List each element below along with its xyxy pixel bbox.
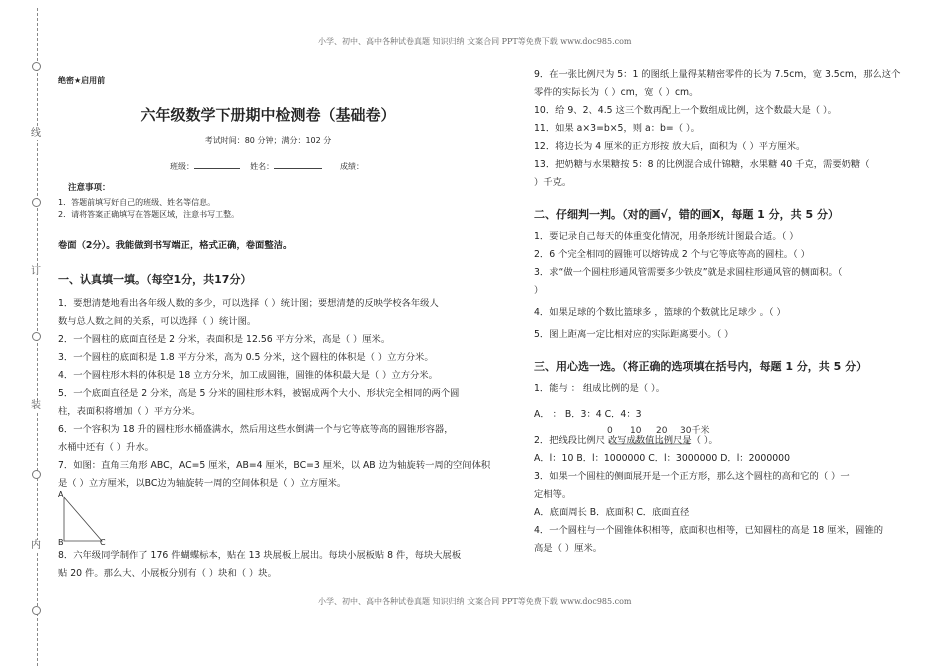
score-label: 成绩： [339,162,364,171]
question-line: ）千克。 [534,177,572,188]
question-line: 5．一个底面直径是 2 分米，高是 5 分米的圆柱形木料，被锯成两个大小、形状完全相同的两个圆 [58,388,460,399]
question-line: 7．如图：直角三角形 ABC，AC=5 厘米，AB=4 厘米，BC=3 厘米，以 AB 边为轴旋转一周的空间体积 [58,460,491,471]
question-line: 6．一个容积为 18 升的圆柱形水桶盛满水，然后用这些水倒满一个与它等底等高的圆锥形容器， [58,424,454,435]
vertex-c-label: C [100,538,106,547]
margin-char-ding: 订 [31,266,41,277]
binding-circle [32,606,41,615]
margin-char-xian: 线 [31,128,41,139]
note-1: 1．答题前填写好自己的班级、姓名等信息。 [58,198,216,207]
page-footer: 小学、初中、高中各种试卷真题 知识归纳 文案合同 PPT等免费下载 www.doc985.com [318,597,632,606]
section3-title: 三、用心选一选。（将正确的选项填在括号内，每题 1 分，共 5 分） [534,360,868,373]
question-line: 零件的实际长为（ ）cm，宽（ ）cm。 [534,87,699,98]
question-line: 数与总人数之间的关系，可以选择（ ）统计图。 [58,316,257,327]
margin-char-nei: 内 [31,540,41,551]
question-line: 8．六年级同学制作了 176 件蝴蝶标本，贴在 13 块展板上展出。每块小展板贴 8 件，每块大展板 [58,550,462,561]
scale-label: 30千米 [680,426,710,436]
section2-title: 二、仔细判一判。（对的画√，错的画X，每题 1 分，共 5 分） [534,208,839,221]
question-line: 2．6 个完全相同的圆锥可以熔铸成 2 个与它等底等高的圆柱。（ ） [534,249,810,260]
question-line: A．底面周长 B．底面积 C．底面直径 [534,507,690,518]
question-line: 13．把奶糖与水果糖按 5：8 的比例混合成什锦糖，水果糖 40 千克，需要奶糖（ [534,159,870,170]
scale-question-row [534,426,904,450]
triangle-figure [58,490,120,547]
note-2: 2．请将答案正确填写在答题区域，注意书写工整。 [58,210,240,219]
question-line: 5．图上距离一定比相对应的实际距离要小。（ ） [534,329,734,340]
question-line: 2．把线段比例尺 改写成数值比例尺是（ ）。 [534,435,718,446]
binding-circle [32,198,41,207]
question-line: 1．要记录自己每天的体重变化情况，用条形统计图最合适。（ ） [534,231,799,242]
question-line: 水桶中还有（ ）升水。 [58,442,154,453]
question-line: 3．一个圆柱的底面积是 1.8 平方分米，高为 0.5 分米，这个圆柱的体积是（ ）立方分米。 [58,352,434,363]
question-line: A．l：10 B．l：1000000 C．l：3000000 D．l：2000000 [534,453,791,464]
question-line: 3．求“做一个圆柱形通风管需要多少铁皮”就是求圆柱形通风管的侧面积。（ [534,267,843,278]
question-line: A． ： B．3：4 C．4：3 [534,409,642,420]
binding-margin [0,0,46,672]
question-line: 3．如果一个圆柱的侧面展开是一个正方形，那么这个圆柱的高和它的（ ）一 [534,471,850,482]
page-title: 六年级数学下册期中检测卷（基础卷） [140,106,396,124]
vertex-b-label: B [58,538,64,547]
question-line: 4．如果足球的个数比篮球多 ，篮球的个数就比足球少 。（ ） [534,307,786,318]
scale-label: 20 [656,426,668,436]
question-line: 11．如果 a×3=b×5，则 a：b=（ ）。 [534,123,700,134]
secret-label: 绝密★启用前 [58,76,106,85]
section1-title: 一、认真填一填。（每空1分，共17分） [58,273,252,286]
student-fields [58,158,478,176]
exam-info: 考试时间：80 分钟；满分：102 分 [204,136,332,145]
question-line: 柱，表面积将增加（ ）平方分米。 [58,406,201,417]
question-line: 9．在一张比例尺为 5：1 的图纸上量得某精密零件的长为 7.5cm，宽 3.5cm，那么这个 [534,69,901,80]
question-line: 2．一个圆柱的底面直径是 2 分米，表面积是 12.56 平方分米，高是（ ）厘米。 [58,334,391,345]
right-column [534,66,904,558]
question-line: 定相等。 [534,489,572,500]
name-blank[interactable] [274,159,322,169]
question-line: 4．一个圆柱与一个圆锥体积相等，底面积也相等，已知圆柱的高是 18 厘米，圆锥的 [534,525,884,536]
class-blank[interactable] [194,159,240,169]
margin-char-zhuang: 装 [31,400,41,411]
question-line: 贴 20 件。那么大、小展板分别有（ ）块和（ ）块。 [58,568,277,579]
binding-circle [32,332,41,341]
notes-title: 注意事项： [68,183,111,193]
binding-circle [32,62,41,71]
question-line: ） [534,285,544,296]
right-triangle-diagram [58,490,120,547]
binding-circle [32,470,41,479]
question-line: 4．一个圆柱形木料的体积是 18 立方分米，加工成圆锥，圆锥的体积最大是（ ）立方分米。 [58,370,438,381]
question-line: 是（ ）立方厘米，以BC边为轴旋转一周的空间体积是（ ）立方厘米。 [58,478,347,489]
class-label: 班级： [170,162,194,171]
vertex-a-label: A [58,490,64,499]
question-line: 10．给 9、2、4.5 这三个数再配上一个数组成比例，这个数最大是（ ）。 [534,105,837,116]
left-column [58,66,491,583]
page-header: 小学、初中、高中各种试卷真题 知识归纳 文案合同 PPT等免费下载 www.doc985.com [318,37,632,46]
question-line: 12．将边长为 4 厘米的正方形按 放大后，面积为（ ）平方厘米。 [534,141,806,152]
question-line: 1．能与 ： 组成比例的是（ ）。 [534,383,665,394]
scale-label: 10 [630,426,642,436]
question-line: 1．要想清楚地看出各年级人数的多少，可以选择（ ）统计图；要想清楚的反映学校各年级人 [58,298,439,309]
scale-label: 0 [607,426,613,436]
name-label: 姓名： [250,162,275,171]
question-line: 高是（ ）厘米。 [534,543,603,554]
handwriting-note: 卷面（2分）。我能做到书写端正，格式正确，卷面整洁。 [58,240,293,251]
